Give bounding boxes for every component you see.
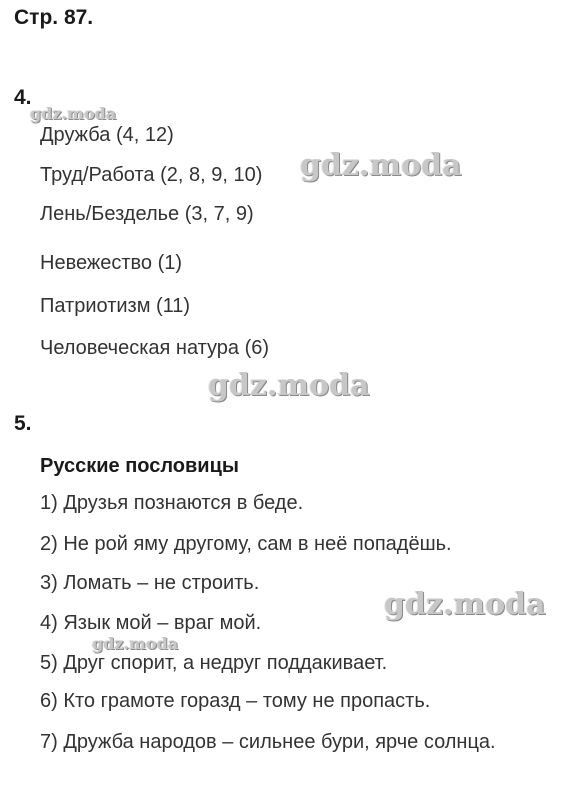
watermark-large-middle: gdz.moda [208, 368, 370, 403]
task-5-title: Русские пословицы [40, 455, 239, 477]
watermark-large-top: gdz.moda [300, 148, 462, 183]
task-4-item-patriotism: Патриотизм (11) [40, 295, 191, 317]
task-4-item-laziness: Лень/Безделье (3, 7, 9) [40, 203, 254, 225]
proverb-3: 3) Ломать – не строить. [40, 572, 260, 594]
task-4-item-friendship: Дружба (4, 12) [40, 124, 174, 146]
proverb-7: 7) Дружба народов – сильнее бури, ярче солнца. [40, 731, 496, 753]
proverb-1: 1) Друзья познаются в беде. [40, 492, 304, 514]
task-4-item-human-nature: Человеческая натура (6) [40, 337, 270, 359]
task-4-item-ignorance: Невежество (1) [40, 252, 183, 274]
proverb-4: 4) Язык мой – враг мой. [40, 612, 262, 634]
task-4-number: 4. [14, 86, 32, 109]
proverb-5: 5) Друг спорит, а недруг поддакивает. [40, 652, 388, 674]
task-5-number: 5. [14, 412, 32, 435]
watermark-small-bottom: gdz.moda [92, 634, 179, 653]
proverb-6: 6) Кто грамоте горазд – тому не пропасть. [40, 690, 431, 712]
page-header: Стр. 87. [14, 6, 94, 29]
watermark-small-top: gdz.moda [30, 104, 117, 123]
task-4-item-work: Труд/Работа (2, 8, 9, 10) [40, 164, 263, 186]
proverb-2: 2) Не рой яму другому, сам в неё попадёшь. [40, 533, 452, 555]
watermark-large-bottom: gdz.moda [384, 587, 546, 622]
